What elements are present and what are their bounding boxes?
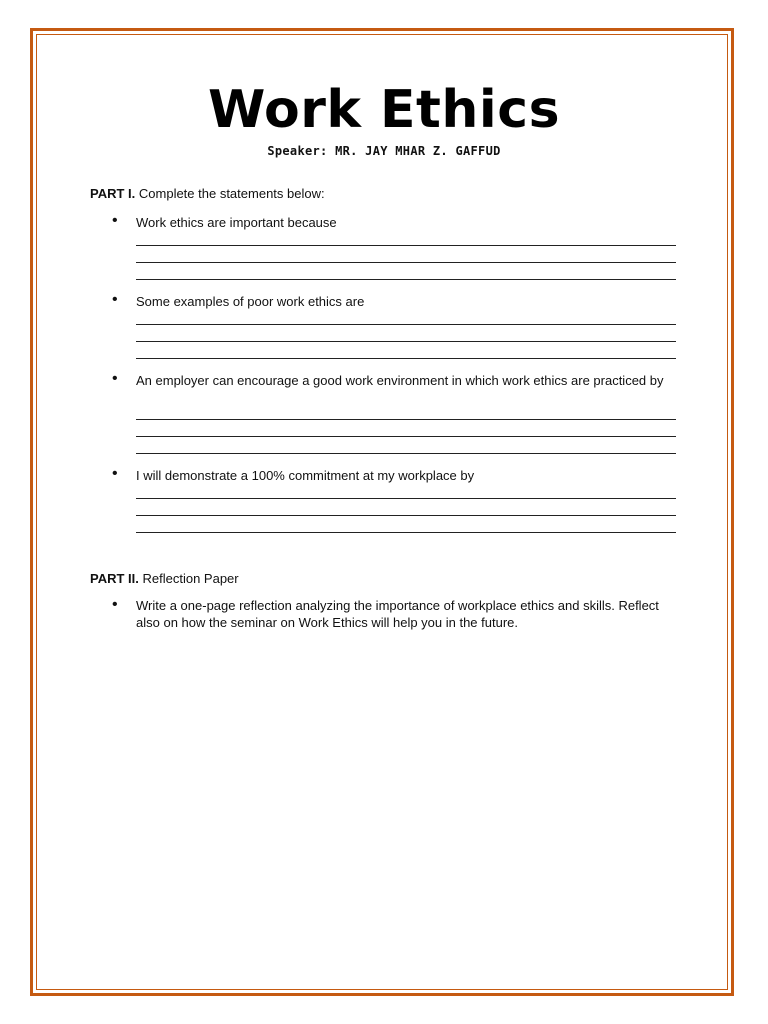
- page-border-inner: [36, 34, 728, 990]
- document-title: Work Ethics: [207, 80, 561, 140]
- answer-line[interactable]: [136, 324, 676, 325]
- part1-instruction: Complete the statements below:: [138, 186, 325, 201]
- answer-line[interactable]: [136, 498, 676, 499]
- part1-item-3-text: An employer can encourage a good work environment in which work ethics are practiced by: [136, 373, 664, 388]
- answer-line[interactable]: [136, 262, 676, 263]
- answer-line[interactable]: [136, 358, 676, 359]
- answer-line[interactable]: [136, 532, 676, 533]
- bullet-icon: •: [112, 596, 118, 613]
- part2-label: PART II.: [90, 571, 139, 586]
- speaker-line: Speaker: MR. JAY MHAR Z. GAFFUD: [267, 144, 501, 158]
- part1-heading: [90, 186, 325, 201]
- answer-line[interactable]: [136, 419, 676, 420]
- bullet-icon: •: [112, 212, 118, 229]
- part2-heading: [90, 571, 239, 586]
- answer-line[interactable]: [136, 436, 676, 437]
- answer-line[interactable]: [136, 279, 676, 280]
- part2-instruction: Reflection Paper: [142, 571, 239, 586]
- part1-item-1-text: Work ethics are important because: [136, 215, 337, 230]
- answer-line[interactable]: [136, 515, 676, 516]
- answer-line[interactable]: [136, 341, 676, 342]
- bullet-icon: •: [112, 370, 118, 387]
- bullet-icon: •: [112, 291, 118, 308]
- bullet-icon: •: [112, 465, 118, 482]
- part1-item-4-text: I will demonstrate a 100% commitment at my workplace by: [136, 468, 475, 483]
- answer-line[interactable]: [136, 245, 676, 246]
- answer-line[interactable]: [136, 453, 676, 454]
- part1-item-2-text: Some examples of poor work ethics are: [136, 294, 365, 309]
- part1-label: PART I.: [90, 186, 136, 201]
- part2-item-1-text: Write a one-page reflection analyzing the importance of workplace ethics and skills. Reflect also on how the seminar on Work Ethics will help you in the future.: [136, 598, 659, 630]
